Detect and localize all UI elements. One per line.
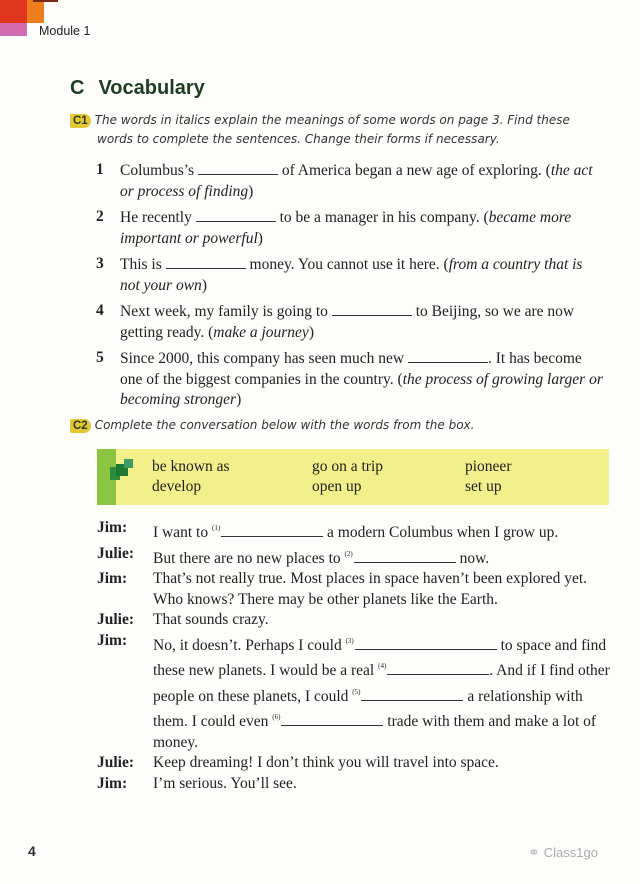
dialogue-line: Jim: That’s not really true. Most places in space haven’t been explored yet. Who knows? There may be other planets like the Earth. xyxy=(97,569,612,610)
speaker: Jim: xyxy=(97,631,128,649)
dialogue-line: Julie: Keep dreaming! I don’t think you will travel into space. xyxy=(97,753,612,774)
speaker: Jim: xyxy=(97,570,128,587)
conversation xyxy=(97,518,612,794)
answer-blank[interactable] xyxy=(332,301,412,316)
corner-decoration xyxy=(0,0,40,36)
section-name: Vocabulary xyxy=(98,77,205,99)
section-letter: C xyxy=(70,77,85,99)
word-box xyxy=(97,449,609,505)
dialogue-line: Julie: That sounds crazy. xyxy=(97,610,612,631)
speaker: Jim: xyxy=(97,774,128,792)
word-option: open up xyxy=(312,478,362,495)
answer-blank[interactable] xyxy=(221,522,323,537)
dialogue-line: Julie: But there are no new places to $^{(2)}$ now. xyxy=(97,544,612,570)
exercise-item: 4 Next week, my family is going to to Beijing, so we are now getting ready. (make a journey) xyxy=(96,302,575,341)
exercise-item: 2 He recently to be a manager in his company. (became more important or powerful) xyxy=(96,208,572,247)
page-number: 4 xyxy=(28,843,36,859)
speaker: Julie: xyxy=(97,544,135,562)
module-label: Module 1 xyxy=(39,24,91,38)
speaker: Jim: xyxy=(97,519,128,536)
answer-blank[interactable] xyxy=(354,548,456,563)
c2-badge: C2 xyxy=(70,419,91,433)
answer-blank[interactable] xyxy=(281,711,383,726)
wechat-icon: ⚭ xyxy=(528,844,540,860)
dialogue-line: Jim: I’m serious. You’ll see. xyxy=(97,774,612,795)
c1-badge: C1 xyxy=(70,114,91,128)
word-option: be known as xyxy=(152,458,230,475)
c1-exercise-list xyxy=(96,160,606,416)
c1-instruction: C1 The words in italics explain the meanings of some words on page 3. Find these words to complete the sentences. Change their forms if necessary. xyxy=(70,111,590,149)
word-list xyxy=(152,457,565,497)
answer-blank[interactable] xyxy=(166,254,246,269)
word-option: set up xyxy=(465,478,502,495)
word-option: go on a trip xyxy=(312,458,384,475)
c2-instruction: C2 Complete the conversation below with the words from the box. xyxy=(70,416,590,435)
dialogue-line: Jim: I want to $^{(1)}$ a modern Columbus when I grow up. xyxy=(97,518,612,544)
answer-blank[interactable] xyxy=(198,160,278,175)
section-title xyxy=(70,77,205,100)
speaker: Julie: xyxy=(97,754,135,771)
word-option: develop xyxy=(152,478,202,495)
watermark: ⚭ Class1go xyxy=(528,844,598,860)
answer-blank[interactable] xyxy=(355,635,497,650)
speaker: Julie: xyxy=(97,611,135,628)
exercise-item: 1 Columbus’s of America began a new age of exploring. (the act or process of finding) xyxy=(96,161,593,200)
dialogue-line: Jim: No, it doesn’t. Perhaps I could $^{(3)}$ to space and find these new planets. I would be a real $^{(4)}$ . And if I find other people on these planets, I could $^{(5)}$ a relationship with them. I could even $^{(6)}$ trade with them and make a lot of money. xyxy=(97,631,612,754)
answer-blank[interactable] xyxy=(196,207,276,222)
word-option: pioneer xyxy=(465,458,512,475)
answer-blank[interactable] xyxy=(408,348,488,363)
exercise-item: 3 This is money. You cannot use it here. (from a country that is not your own) xyxy=(96,255,583,294)
answer-blank[interactable] xyxy=(361,686,463,701)
exercise-item: 5 Since 2000, this company has seen much new . It has become one of the biggest companies in the country. (the process of growing larger or becoming stronger) xyxy=(96,349,603,408)
answer-blank[interactable] xyxy=(387,660,489,675)
